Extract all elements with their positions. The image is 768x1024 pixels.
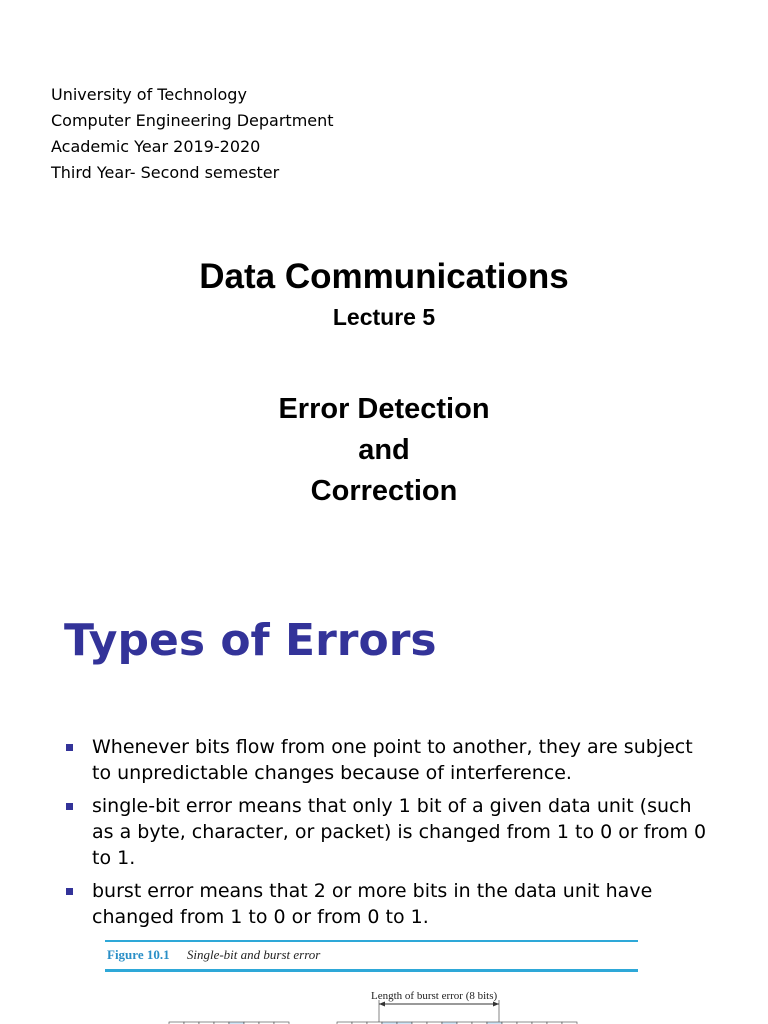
figure-single-bit-burst-error (105, 940, 638, 1024)
bullet-text: Whenever bits flow from one point to another, they are subject to unpredictable changes because of interference. (92, 736, 693, 784)
figure-title: Single-bit and burst error (186, 947, 321, 962)
section-heading: Types of Errors (64, 615, 437, 666)
course-info (51, 82, 334, 186)
topic-line: Correction (310, 475, 458, 507)
bullet-text: single-bit error means that only 1 bit of a given data unit (such as a byte, character, or packet) is changed from 1 to 0 or from 0 to 1. (92, 795, 707, 869)
figure-caption (107, 946, 320, 964)
bit-diagram (105, 1000, 638, 1024)
figure-number: Figure 10.1 (107, 947, 170, 962)
university-name: University of Technology (51, 85, 247, 104)
bullet-list (64, 734, 714, 937)
figure-rule-bottom (105, 969, 638, 972)
square-bullet-icon (66, 888, 73, 895)
lecture-topic (0, 389, 768, 512)
square-bullet-icon (66, 803, 73, 810)
academic-year: Academic Year 2019-2020 (51, 137, 261, 156)
burst-length-label: Length of burst error (8 bits) (371, 990, 498, 1002)
list-item (64, 793, 714, 871)
department-name: Computer Engineering Department (51, 111, 334, 130)
list-item (64, 734, 714, 786)
square-bullet-icon (66, 744, 73, 751)
course-title: Data Communications (199, 257, 569, 296)
figure-rule-top (105, 940, 638, 942)
topic-line: and (358, 434, 410, 466)
bullet-text: burst error means that 2 or more bits in the data unit have changed from 1 to 0 or from 0 to 1. (92, 880, 653, 928)
semester: Third Year- Second semester (51, 163, 280, 182)
topic-line: Error Detection (278, 393, 490, 425)
list-item (64, 878, 714, 930)
lecture-number: Lecture 5 (332, 304, 436, 330)
burst-length-arrow (379, 1000, 499, 1024)
